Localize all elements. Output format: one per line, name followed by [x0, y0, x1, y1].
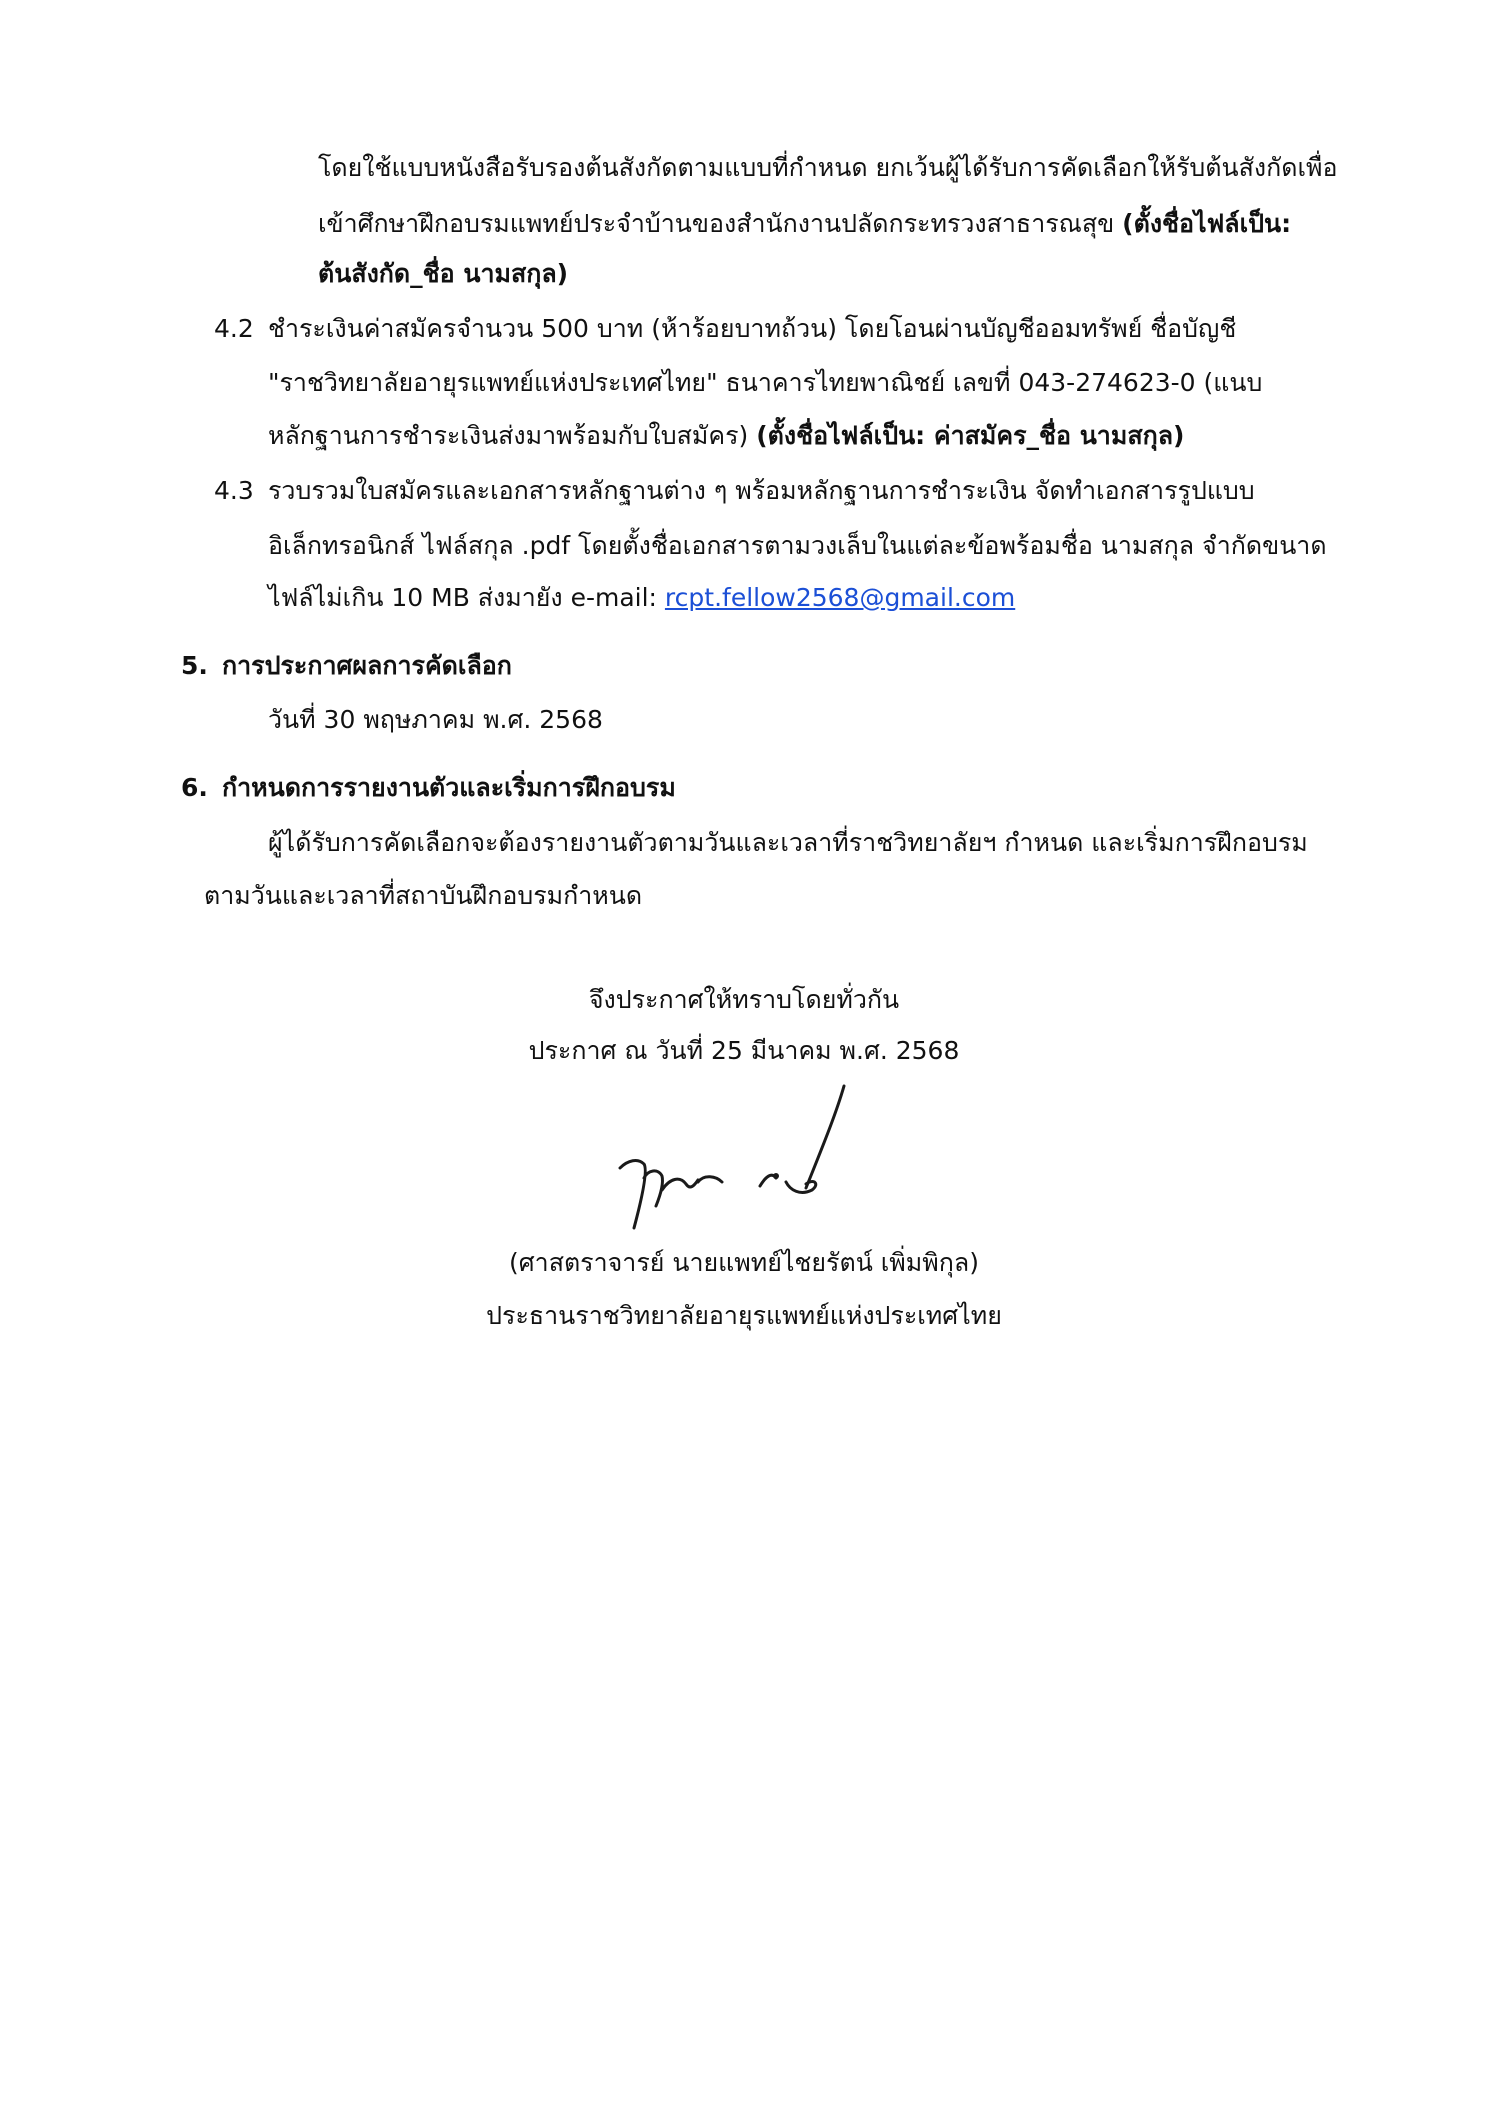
- signature-image: [600, 1078, 860, 1258]
- item-4-3-line-3: [268, 585, 1015, 610]
- section-5-heading: การประกาศผลการคัดเลือก: [222, 651, 512, 680]
- signatory-name: (ศาสตราจารย์ นายแพทย์ไชยรัตน์ เพิ่มพิกุล): [509, 1248, 979, 1277]
- section-6-line-1: ผู้ได้รับการคัดเลือกจะต้องรายงานตัวตามวันและเวลาที่ราชวิทยาลัยฯ กำหนด และเริ่มการฝึกอบรม: [268, 828, 1308, 857]
- item-4-2-line-3: [268, 423, 1184, 448]
- email-link[interactable]: rcpt.fellow2568@gmail.com: [664, 583, 1016, 612]
- section-6-heading: กำหนดการรายงานตัวและเริ่มการฝึกอบรม: [222, 773, 676, 802]
- section-5-number: 5.: [181, 651, 208, 680]
- intro-line-2: [318, 211, 1291, 236]
- item-4-2-line-3-bold: (ตั้งชื่อไฟล์เป็น: ค่าสมัคร_ชื่อ นามสกุล): [756, 421, 1185, 450]
- item-4-3-number: 4.3: [214, 476, 254, 505]
- intro-line-2-text: เข้าศึกษาฝึกอบรมแพทย์ประจำบ้านของสำนักงานปลัดกระทรวงสาธารณสุข: [318, 209, 1115, 238]
- section-5-text: วันที่ 30 พฤษภาคม พ.ศ. 2568: [268, 705, 603, 734]
- item-4-2-line-3-text: หลักฐานการชำระเงินส่งมาพร้อมกับใบสมัคร): [268, 421, 749, 450]
- section-6-number: 6.: [181, 773, 208, 802]
- item-4-2-line-1: ชำระเงินค่าสมัครจำนวน 500 บาท (ห้าร้อยบาทถ้วน) โดยโอนผ่านบัญชีออมทรัพย์ ชื่อบัญชี: [268, 314, 1237, 343]
- signatory-title: ประธานราชวิทยาลัยอายุรแพทย์แห่งประเทศไทย: [486, 1301, 1002, 1330]
- section-6-line-2: ตามวันและเวลาที่สถาบันฝึกอบรมกำหนด: [204, 881, 643, 910]
- closing-date: ประกาศ ณ วันที่ 25 มีนาคม พ.ศ. 2568: [528, 1036, 960, 1065]
- item-4-2-line-2: "ราชวิทยาลัยอายุรแพทย์แห่งประเทศไทย" ธนาคารไทยพาณิชย์ เลขที่ 043-274623-0 (แนบ: [268, 368, 1263, 397]
- intro-line-1: โดยใช้แบบหนังสือรับรองต้นสังกัดตามแบบที่กำหนด ยกเว้นผู้ได้รับการคัดเลือกให้รับต้นสังกัดเพื่อ: [318, 153, 1338, 182]
- item-4-2-number: 4.2: [214, 314, 254, 343]
- item-4-3-line-1: รวบรวมใบสมัครและเอกสารหลักฐานต่าง ๆ พร้อมหลักฐานการชำระเงิน จัดทำเอกสารรูปแบบ: [268, 476, 1255, 505]
- item-4-3-line-3-text: ไฟล์ไม่เกิน 10 MB ส่งมายัง e-mail:: [268, 583, 657, 612]
- intro-line-2-bold: (ตั้งชื่อไฟล์เป็น:: [1122, 209, 1292, 238]
- intro-line-3: ต้นสังกัด_ชื่อ นามสกุล): [318, 259, 569, 288]
- closing-announce: จึงประกาศให้ทราบโดยทั่วกัน: [588, 985, 900, 1014]
- item-4-3-line-2: อิเล็กทรอนิกส์ ไฟล์สกุล .pdf โดยตั้งชื่อเอกสารตามวงเล็บในแต่ละข้อพร้อมชื่อ นามสกุล จำกัดขนาด: [268, 531, 1327, 560]
